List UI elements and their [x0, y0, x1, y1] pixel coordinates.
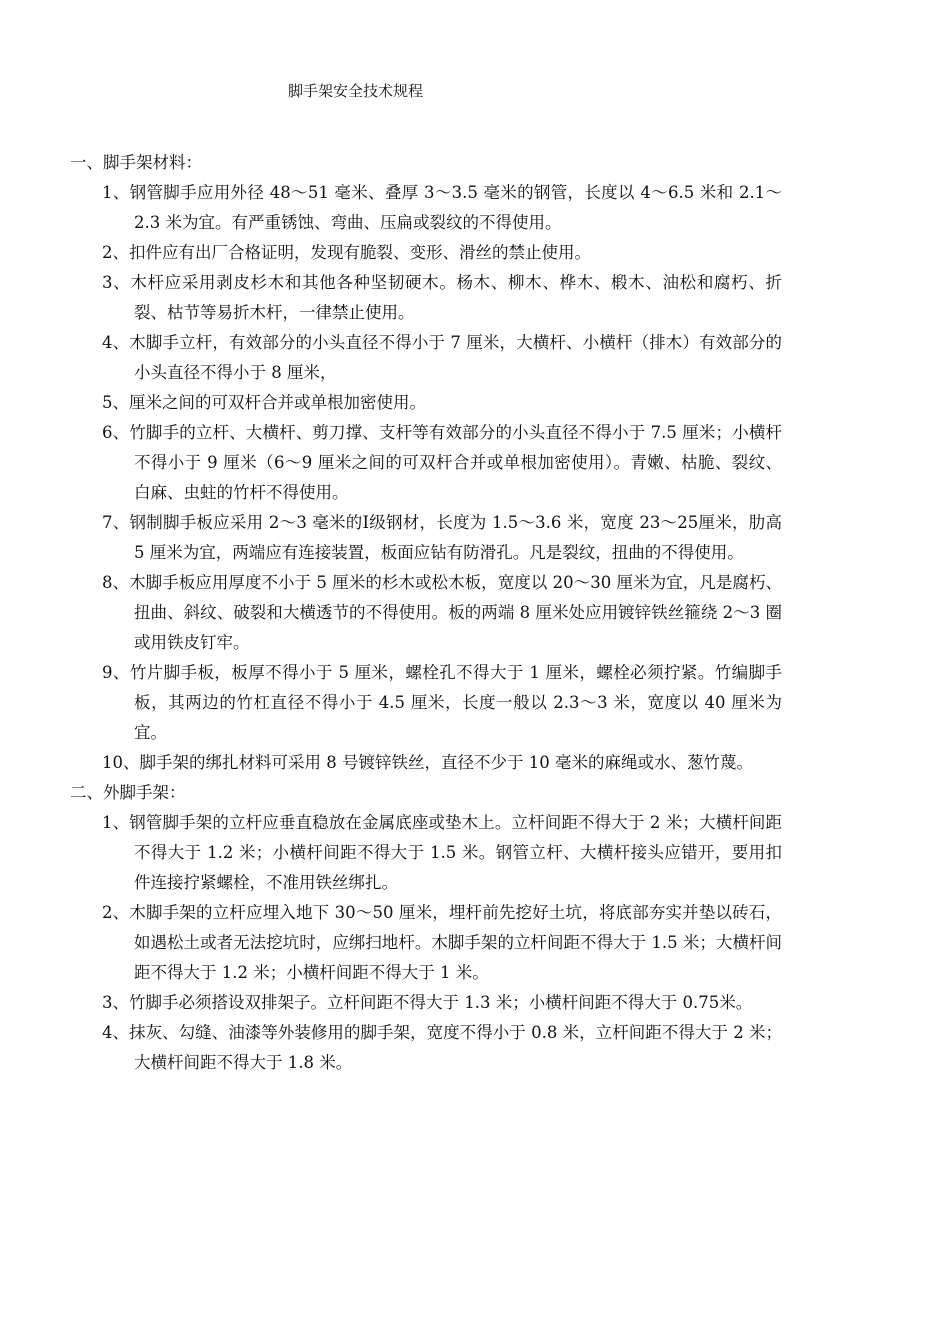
- list-item: 8、木脚手板应用厚度不小于 5 厘米的杉木或松木板，宽度以 20～30 厘米为宜，凡是腐朽、扭曲、斜纹、破裂和大横透节的不得使用。板的两端 8 厘米处应用镀锌铁丝箍绕 2～3 圈或用铁皮钉牢。: [102, 573, 782, 652]
- list-item: 2、扣件应有出厂合格证明，发现有脆裂、变形、滑丝的禁止使用。: [102, 243, 591, 262]
- list-item: 6、竹脚手的立杆、大横杆、剪刀撑、支杆等有效部分的小头直径不得小于 7.5 厘米；小横杆不得小于 9 厘米（6～9 厘米之间的可双杆合并或单根加密使用）。青嫩、枯脆、裂纹、白麻、虫蛀的竹杆不得使用。: [102, 423, 782, 502]
- list-item: 4、抹灰、勾缝、油漆等外装修用的脚手架，宽度不得小于 0.8 米，立杆间距不得大于 2 米；大横杆间距不得大于 1.8 米。: [102, 1023, 782, 1072]
- list-item: 5、厘米之间的可双杆合并或单根加密使用。: [102, 393, 426, 412]
- document-title: 脚手架安全技术规程: [288, 82, 424, 100]
- list-item: 1、钢管脚手应用外径 48～51 毫米、叠厚 3～3.5 毫米的钢管，长度以 4～6.5 米和 2.1～2.3 米为宜。有严重锈蚀、弯曲、压扁或裂纹的不得使用。: [102, 183, 782, 232]
- list-item: 1、钢管脚手架的立杆应垂直稳放在金属底座或垫木上。立杆间距不得大于 2 米；大横杆间距不得大于 1.2 米；小横杆间距不得大于 1.5 米。钢管立杆、大横杆接头应错开，要用扣件连接拧紧螺栓，不准用铁丝绑扎。: [102, 813, 782, 892]
- list-item: 10、脚手架的绑扎材料可采用 8 号镀锌铁丝，直径不少于 10 毫米的麻绳或水、葱竹蔑。: [102, 753, 753, 772]
- list-item: 7、钢制脚手板应采用 2～3 毫米的Ⅰ级钢材，长度为 1.5～3.6 米，宽度 23～25厘米，肋高 5 厘米为宜，两端应有连接装置，板面应钻有防滑孔。凡是裂纹，扭曲的不得使用。: [102, 513, 782, 562]
- list-item: 9、竹片脚手板，板厚不得小于 5 厘米，螺栓孔不得大于 1 厘米，螺栓必须拧紧。竹编脚手板，其两边的竹杠直径不得小于 4.5 厘米，长度一般以 2.3～3 米，宽度以 40 厘米为宜。: [102, 663, 782, 742]
- list-item: 3、木杆应采用剥皮杉木和其他各种坚韧硬木。杨木、柳木、桦木、椴木、油松和腐朽、折裂、枯节等易折木杆，一律禁止使用。: [102, 273, 782, 322]
- list-item: 2、木脚手架的立杆应埋入地下 30～50 厘米，埋杆前先挖好土坑，将底部夯实并垫以砖石，如遇松土或者无法挖坑时，应绑扫地杆。木脚手架的立杆间距不得大于 1.5 米；大横杆间距不得大于 1.2 米；小横杆间距不得大于 1 米。: [102, 903, 782, 982]
- document-body: [70, 148, 782, 1078]
- list-item: 4、木脚手立杆，有效部分的小头直径不得小于 7 厘米，大横杆、小横杆（排木）有效部分的小头直径不得小于 8 厘米，: [102, 333, 782, 382]
- section-heading-external-scaffold: 二、外脚手架：: [70, 783, 186, 802]
- list-item: 3、竹脚手必须搭设双排架子。立杆间距不得大于 1.3 米；小横杆间距不得大于 0.75米。: [102, 993, 753, 1012]
- section-heading-materials: 一、脚手架材料：: [70, 153, 202, 172]
